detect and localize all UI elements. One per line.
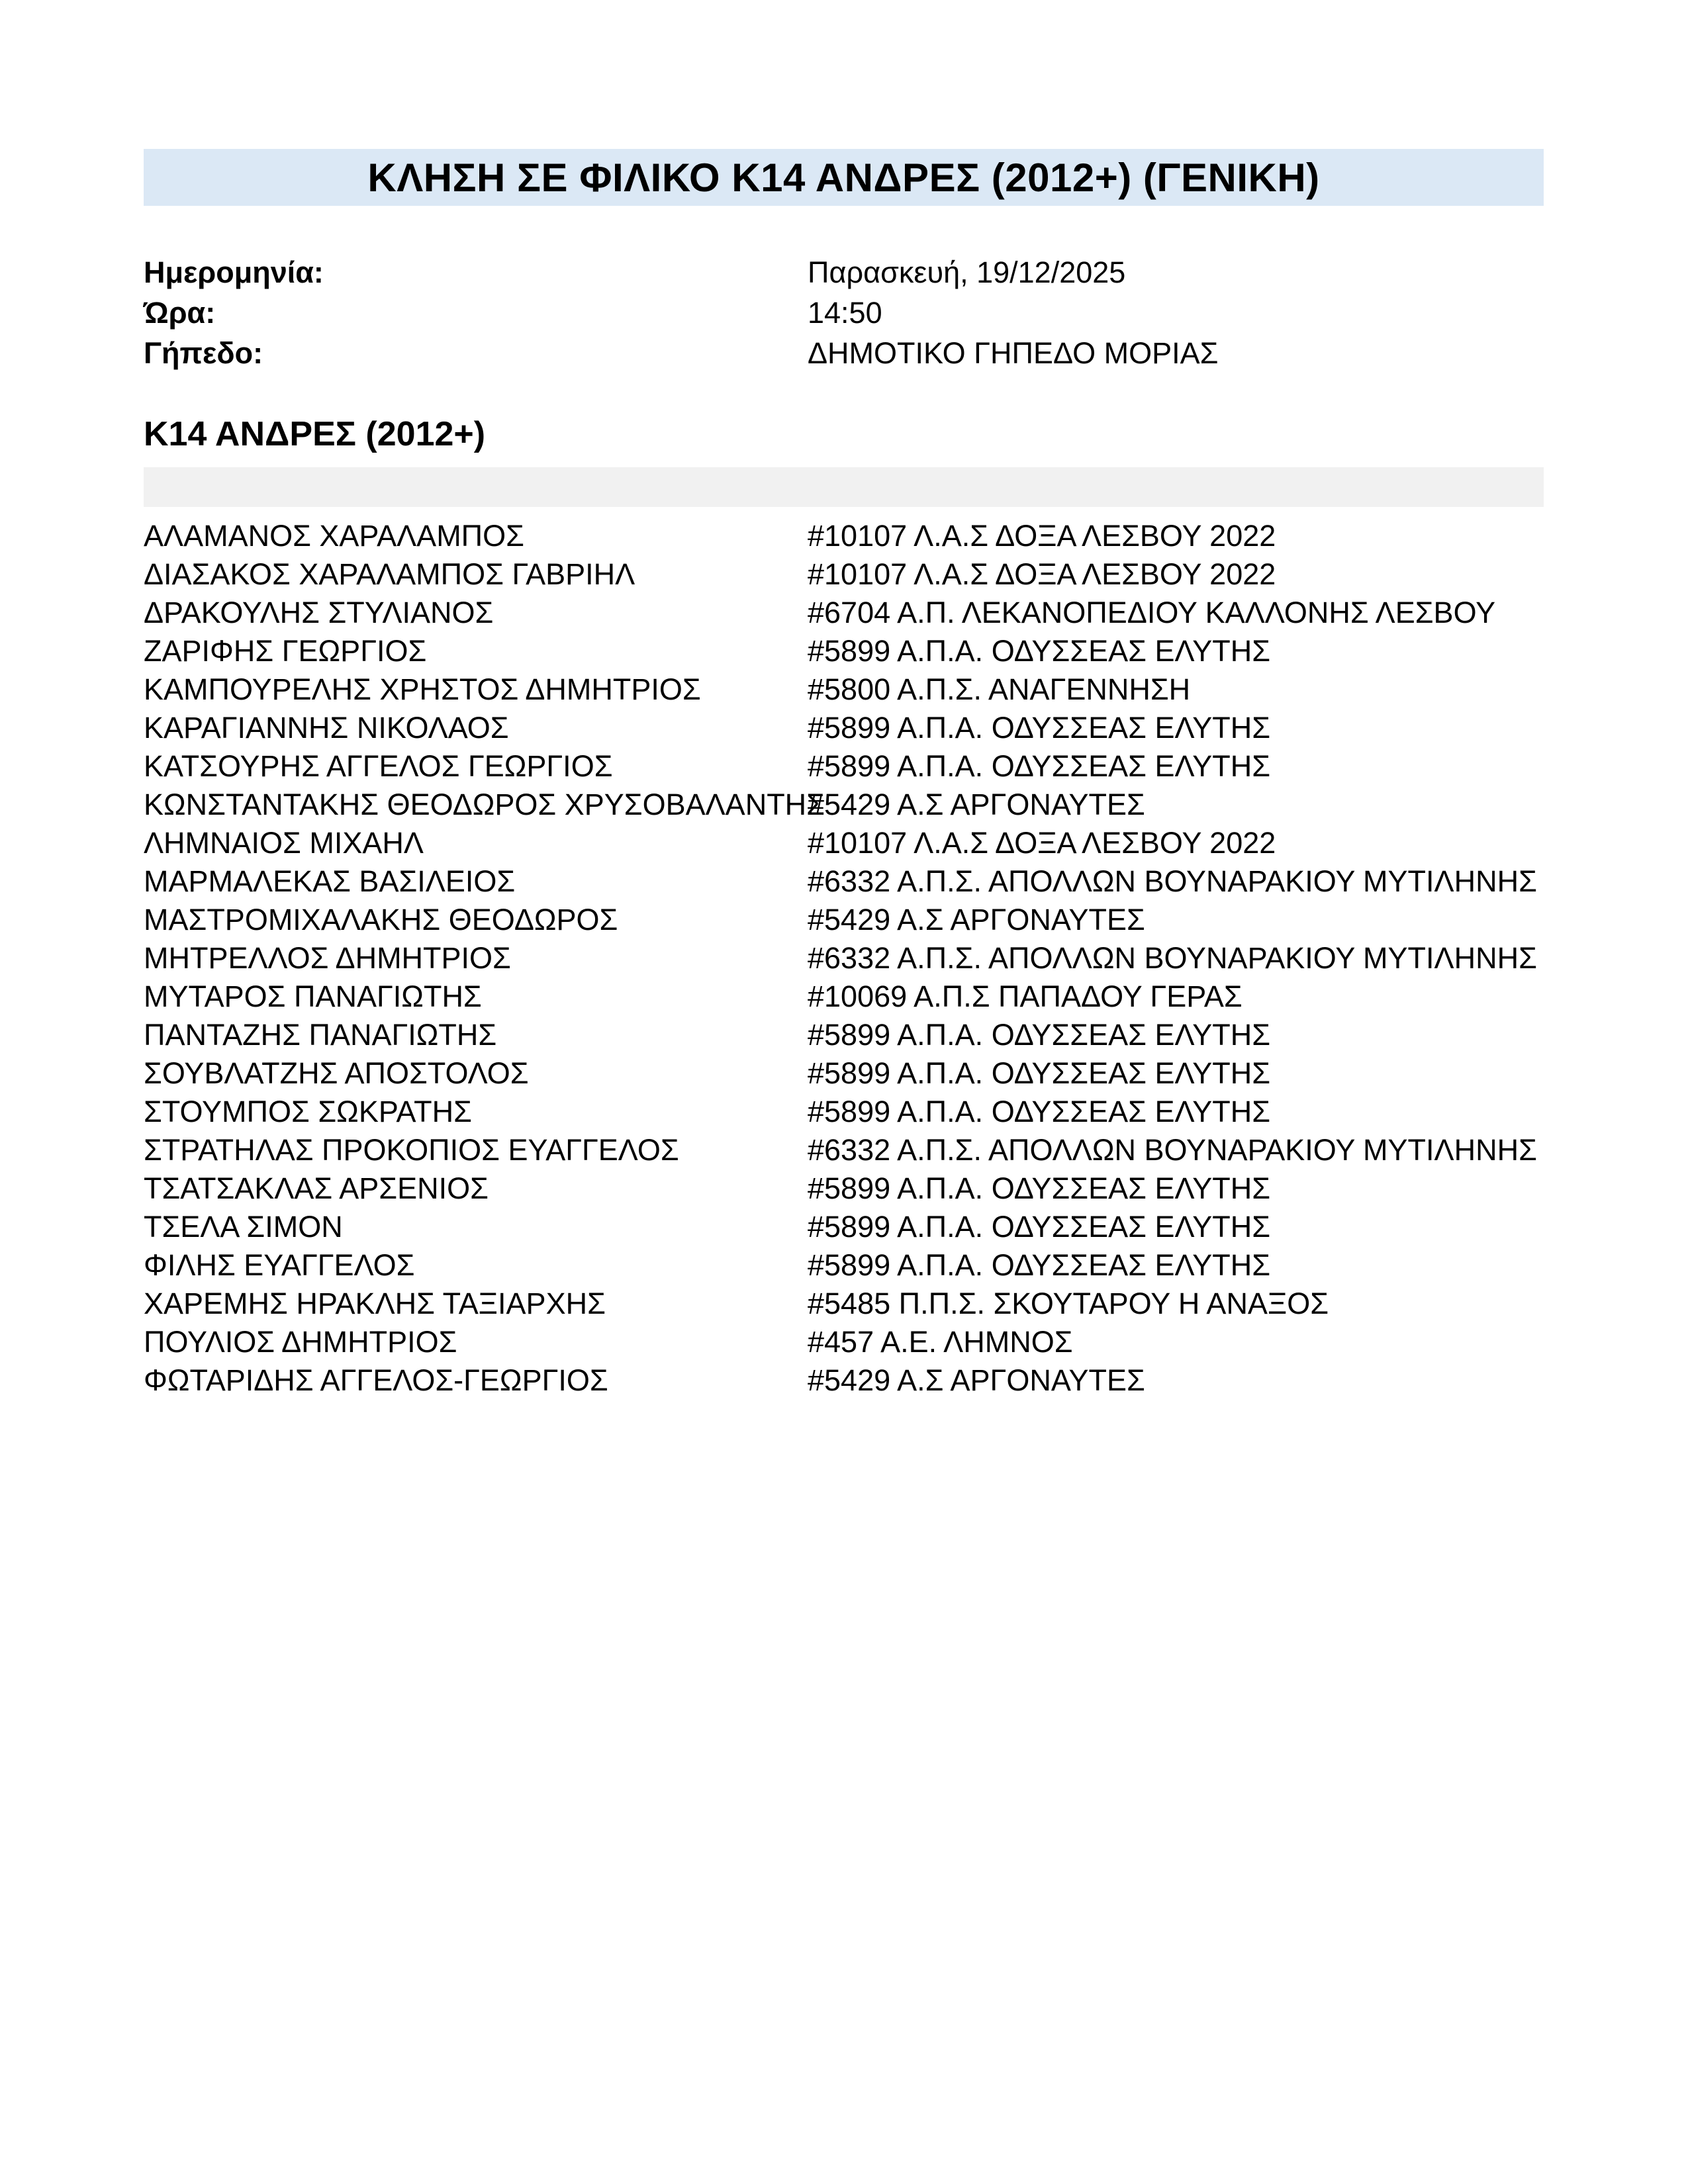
- player-club: #5899 Α.Π.Α. ΟΔΥΣΣΕΑΣ ΕΛΥΤΗΣ: [808, 634, 1271, 668]
- player-club: #5899 Α.Π.Α. ΟΔΥΣΣΕΑΣ ΕΛΥΤΗΣ: [808, 1210, 1271, 1244]
- player-club: #10107 Λ.Α.Σ ΔΟΞΑ ΛΕΣΒΟΥ 2022: [808, 557, 1276, 591]
- player-club: #10107 Λ.Α.Σ ΔΟΞΑ ΛΕΣΒΟΥ 2022: [808, 826, 1276, 860]
- player-club: #6332 Α.Π.Σ. ΑΠΟΛΛΩΝ ΒΟΥΝΑΡΑΚΙΟΥ ΜΥΤΙΛΗΝΗΣ: [808, 941, 1537, 975]
- player-name: ΚΑΡΑΓΙΑΝΝΗΣ ΝΙΚΟΛΑΟΣ: [144, 711, 509, 745]
- player-name: ΠΟΥΛΙΟΣ ΔΗΜΗΤΡΙΟΣ: [144, 1325, 457, 1359]
- player-row: [144, 670, 1544, 709]
- player-club: #10107 Λ.Α.Σ ΔΟΞΑ ΛΕΣΒΟΥ 2022: [808, 519, 1276, 553]
- player-row: [144, 1246, 1544, 1285]
- player-name: ΜΗΤΡΕΛΛΟΣ ΔΗΜΗΤΡΙΟΣ: [144, 941, 511, 975]
- player-club: #6332 Α.Π.Σ. ΑΠΟΛΛΩΝ ΒΟΥΝΑΡΑΚΙΟΥ ΜΥΤΙΛΗΝΗΣ: [808, 1133, 1537, 1167]
- player-name: ΔΙΑΣΑΚΟΣ ΧΑΡΑΛΑΜΠΟΣ ΓΑΒΡΙΗΛ: [144, 557, 635, 591]
- player-name: ΣΟΥΒΛΑΤΖΗΣ ΑΠΟΣΤΟΛΟΣ: [144, 1056, 529, 1090]
- player-row: [144, 978, 1544, 1016]
- player-row: [144, 786, 1544, 824]
- player-name: ΑΛΑΜΑΝΟΣ ΧΑΡΑΛΑΜΠΟΣ: [144, 519, 525, 553]
- player-name: ΚΩΝΣΤΑΝΤΑΚΗΣ ΘΕΟΔΩΡΟΣ ΧΡΥΣΟΒΑΛΑΝΤΗΣ: [144, 788, 825, 821]
- player-name: ΣΤΟΥΜΠΟΣ ΣΩΚΡΑΤΗΣ: [144, 1095, 472, 1128]
- player-row: [144, 1208, 1544, 1246]
- player-club: #5899 Α.Π.Α. ΟΔΥΣΣΕΑΣ ΕΛΥΤΗΣ: [808, 1095, 1271, 1128]
- player-club: #10069 Α.Π.Σ ΠΑΠΑΔΟΥ ΓΕΡΑΣ: [808, 979, 1243, 1013]
- player-club: #5899 Α.Π.Α. ΟΔΥΣΣΕΑΣ ΕΛΥΤΗΣ: [808, 1248, 1271, 1282]
- player-club: #6704 Α.Π. ΛΕΚΑΝΟΠΕΔΙΟΥ ΚΑΛΛΟΝΗΣ ΛΕΣΒΟΥ: [808, 596, 1496, 629]
- player-name: ΤΣΕΛΑ ΣΙΜΟΝ: [144, 1210, 343, 1244]
- team-section-heading: Κ14 ΑΝΔΡΕΣ (2012+): [144, 415, 486, 453]
- player-row: [144, 862, 1544, 901]
- player-name: ΖΑΡΙΦΗΣ ΓΕΩΡΓΙΟΣ: [144, 634, 427, 668]
- player-row: [144, 1016, 1544, 1054]
- match-info-value: ΔΗΜΟΤΙΚΟ ΓΗΠΕΔΟ ΜΟΡΙΑΣ: [808, 336, 1219, 370]
- match-info-value: Παρασκευή, 19/12/2025: [808, 255, 1126, 289]
- player-row: [144, 1323, 1544, 1361]
- player-row: [144, 1131, 1544, 1169]
- player-name: ΜΥΤΑΡΟΣ ΠΑΝΑΓΙΩΤΗΣ: [144, 979, 482, 1013]
- player-row: [144, 517, 1544, 555]
- player-row: [144, 555, 1544, 594]
- player-row: [144, 1093, 1544, 1131]
- player-club: #5429 Α.Σ ΑΡΓΟΝΑΥΤΕΣ: [808, 903, 1145, 936]
- player-club: #5899 Α.Π.Α. ΟΔΥΣΣΕΑΣ ΕΛΥΤΗΣ: [808, 1056, 1271, 1090]
- match-info-label: Ώρα:: [144, 295, 216, 330]
- player-row: [144, 1361, 1544, 1400]
- match-info-value: 14:50: [808, 295, 882, 330]
- player-club: #5800 Α.Π.Σ. ΑΝΑΓΕΝΝΗΣΗ: [808, 672, 1191, 706]
- player-club: #5429 Α.Σ ΑΡΓΟΝΑΥΤΕΣ: [808, 788, 1145, 821]
- player-name: ΔΡΑΚΟΥΛΗΣ ΣΤΥΛΙΑΝΟΣ: [144, 596, 494, 629]
- player-row: [144, 1285, 1544, 1323]
- player-row: [144, 1169, 1544, 1208]
- match-info-row: [144, 333, 1544, 373]
- title-band: [144, 149, 1544, 206]
- player-name: ΚΑΜΠΟΥΡΕΛΗΣ ΧΡΗΣΤΟΣ ΔΗΜΗΤΡΙΟΣ: [144, 672, 701, 706]
- player-name: ΛΗΜΝΑΙΟΣ ΜΙΧΑΗΛ: [144, 826, 424, 860]
- player-row: [144, 709, 1544, 747]
- player-name: ΚΑΤΣΟΥΡΗΣ ΑΓΓΕΛΟΣ ΓΕΩΡΓΙΟΣ: [144, 749, 613, 783]
- player-name: ΧΑΡΕΜΗΣ ΗΡΑΚΛΗΣ ΤΑΞΙΑΡΧΗΣ: [144, 1287, 606, 1320]
- page-title: ΚΛΗΣΗ ΣΕ ΦΙΛΙΚΟ Κ14 ΑΝΔΡΕΣ (2012+) (ΓΕΝΙΚΗ): [367, 155, 1320, 200]
- player-name: ΦΙΛΗΣ ΕΥΑΓΓΕΛΟΣ: [144, 1248, 415, 1282]
- player-row: [144, 824, 1544, 862]
- player-row: [144, 632, 1544, 670]
- player-row: [144, 594, 1544, 632]
- player-name: ΜΑΣΤΡΟΜΙΧΑΛΑΚΗΣ ΘΕΟΔΩΡΟΣ: [144, 903, 618, 936]
- player-club: #5429 Α.Σ ΑΡΓΟΝΑΥΤΕΣ: [808, 1363, 1145, 1397]
- player-name: ΣΤΡΑΤΗΛΑΣ ΠΡΟΚΟΠΙΟΣ ΕΥΑΓΓΕΛΟΣ: [144, 1133, 679, 1167]
- player-club: #5899 Α.Π.Α. ΟΔΥΣΣΕΑΣ ΕΛΥΤΗΣ: [808, 1018, 1271, 1052]
- player-name: ΤΣΑΤΣΑΚΛΑΣ ΑΡΣΕΝΙΟΣ: [144, 1171, 489, 1205]
- match-info-section: [144, 252, 1544, 373]
- player-row: [144, 1054, 1544, 1093]
- player-club: #6332 Α.Π.Σ. ΑΠΟΛΛΩΝ ΒΟΥΝΑΡΑΚΙΟΥ ΜΥΤΙΛΗΝΗΣ: [808, 864, 1537, 898]
- player-row: [144, 901, 1544, 939]
- player-name: ΜΑΡΜΑΛΕΚΑΣ ΒΑΣΙΛΕΙΟΣ: [144, 864, 516, 898]
- match-info-label: Γήπεδο:: [144, 336, 263, 370]
- player-list-header-band: [144, 467, 1544, 507]
- player-list: [144, 517, 1544, 1400]
- match-info-row: [144, 293, 1544, 333]
- player-club: #5899 Α.Π.Α. ΟΔΥΣΣΕΑΣ ΕΛΥΤΗΣ: [808, 711, 1271, 745]
- player-row: [144, 747, 1544, 786]
- player-name: ΦΩΤΑΡΙΔΗΣ ΑΓΓΕΛΟΣ-ΓΕΩΡΓΙΟΣ: [144, 1363, 608, 1397]
- player-name: ΠΑΝΤΑΖΗΣ ΠΑΝΑΓΙΩΤΗΣ: [144, 1018, 497, 1052]
- match-info-label: Ημερομηνία:: [144, 255, 324, 289]
- player-club: #5899 Α.Π.Α. ΟΔΥΣΣΕΑΣ ΕΛΥΤΗΣ: [808, 749, 1271, 783]
- player-club: #5899 Α.Π.Α. ΟΔΥΣΣΕΑΣ ΕΛΥΤΗΣ: [808, 1171, 1271, 1205]
- player-row: [144, 939, 1544, 978]
- player-club: #457 Α.Ε. ΛΗΜΝΟΣ: [808, 1325, 1073, 1359]
- match-info-row: [144, 252, 1544, 293]
- player-club: #5485 Π.Π.Σ. ΣΚΟΥΤΑΡΟΥ Η ΑΝΑΞΟΣ: [808, 1287, 1329, 1320]
